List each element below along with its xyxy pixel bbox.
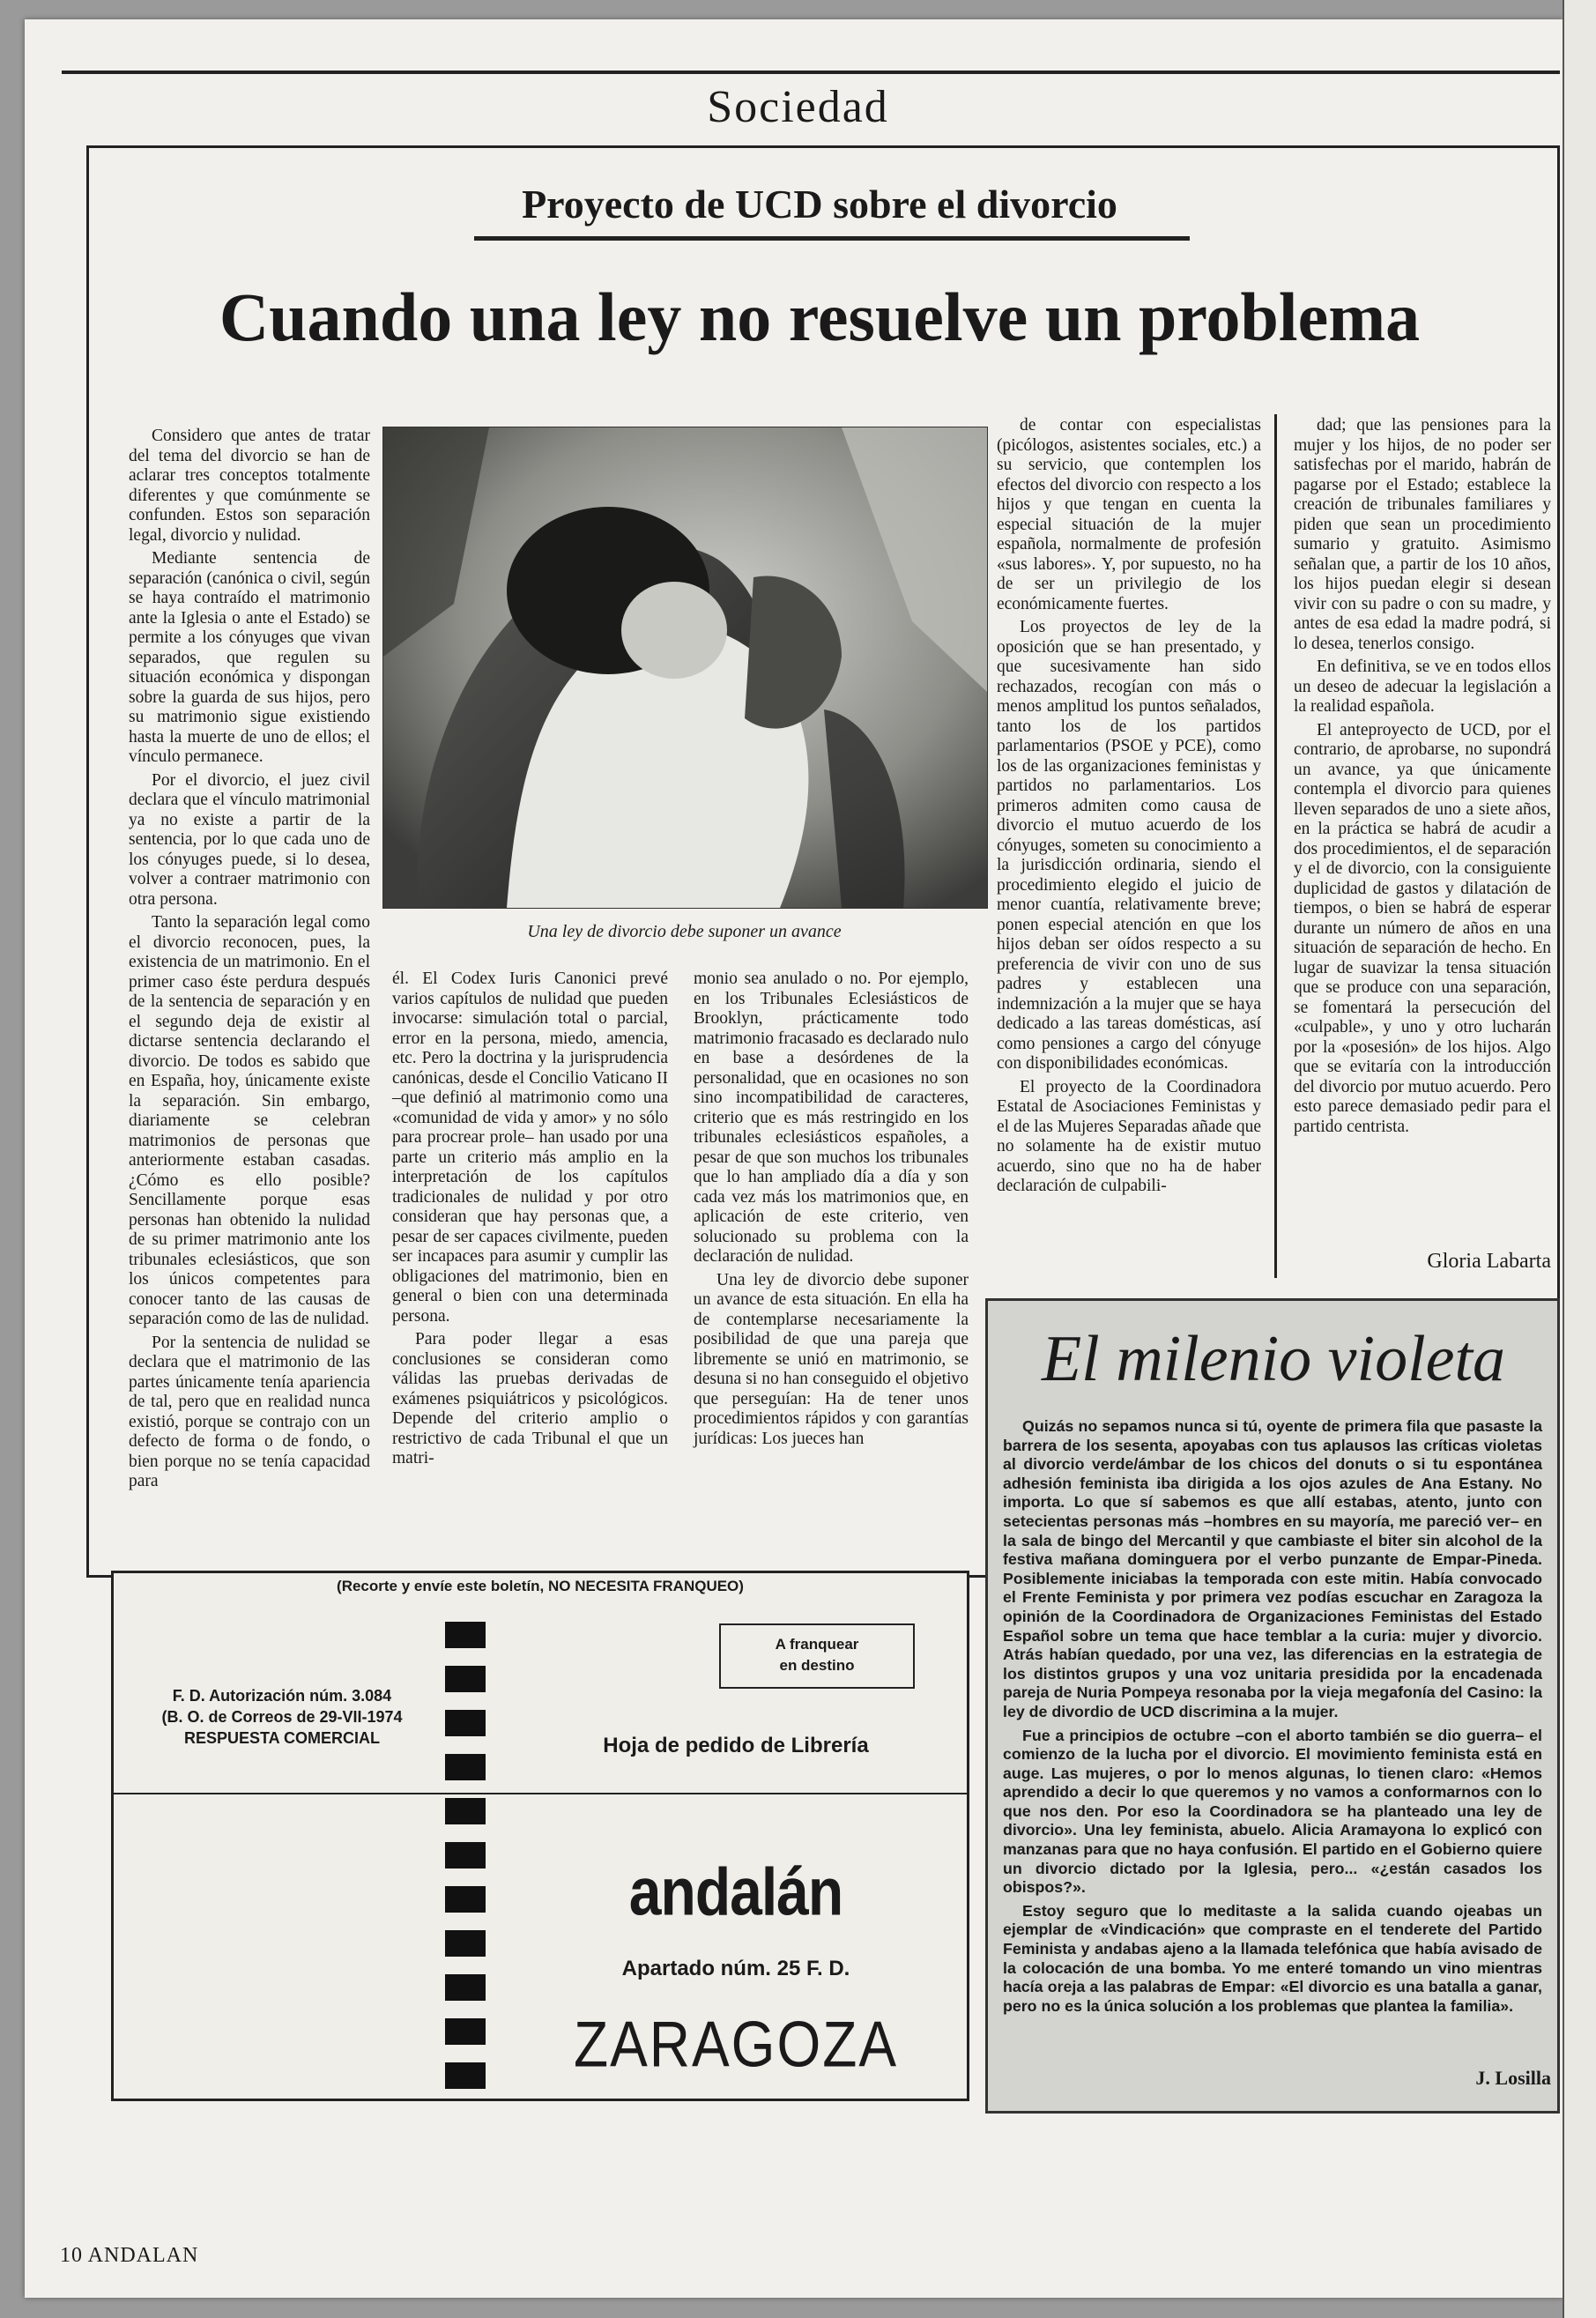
paragraph: monio sea anulado o no. Por ejemplo, en los Tribunales Eclesiásticos de Brooklyn, prácticamente todo matrimonio fracasado es declarado nulo en base a desórdenes de la personalidad, que en ocasiones no son sino incompatibilidad de caracteres, criterio que es más restringido en los tribunales eclesiásticos españoles, a pesar de que son muchos los tribunales que lo han ampliado día a día y son cada vez más los matrimonios que, en aplicación de este criterio, ven solucionado su problema con la declaración de nulidad. [694, 970, 969, 1266]
paragraph: Quizás no sepamos nunca si tú, oyente de primera fila que pasaste la barrera de los sesenta, apoyabas con tus aplausos las críticas violetas al divorcio verde/ámbar de los chicos del donuts o si tu espontánea adhesión feminista iba dirigida a los ojos azules de Ana Estany. No importa. Lo que sí sabemos es que allí estabas, atento, junto con setecientas personas más –hombres en su mayoría, me pareció ver– en la sala de bingo del Mercantil y que cambiaste el biter sin alcohol de la festiva mañana dominguera por el verbo punzante de Empar-Pineda. Posiblemente iniciabas la temporada con este mitin. Había convocado el Frente Feminista y por primera vez podías escuchar en Zaragoza la opinión de la Coordinadora de Organizaciones Feministas del Estado Español sobre un tema que hace temblar a la curia: mujer y divorcio. Atrás habían quedado, por una vez, las diferencias en la estrategia de los distintos grupos y una voz unitaria presidida por la encadenada pareja de Nuria Pompeya resonaba por la vieja megafonía del Casino: la ley de divordio de UCD discrimina a la mujer. [1003, 1417, 1542, 1720]
stamp-line: A franquear [775, 1636, 859, 1653]
cut-mark [445, 2018, 486, 2045]
article-column-2 [392, 970, 668, 1473]
article-column-3 [694, 970, 969, 1452]
auth-line: (B. O. de Correos de 29-VII-1974 [161, 1708, 403, 1726]
sidebar-author: J. Losilla [1475, 2067, 1551, 2089]
article-headline: Cuando una ley no resuelve un problema [219, 279, 1421, 355]
article-author: Gloria Labarta [1427, 1250, 1551, 1273]
auth-line: F. D. Autorización núm. 3.084 [172, 1687, 392, 1705]
stamp-line: en destino [779, 1657, 855, 1674]
paragraph: Por la sentencia de nulidad se declara que el matrimonio de las partes únicamente tenía apariencia de tal, pero que en realidad nunca existió, porque se contrajo con un defecto de forma o de fondo, o bien porque no se tenía capacidad para [129, 1333, 370, 1490]
paragraph: de contar con especialistas (picólogos, asistentes sociales, etc.) a su servicio, que contemplen los efectos del divorcio con respecto a los hijos y que tengan en cuenta la especial situación de la mujer española, normalmente de profesión «sus labores». Y, por supuesto, no ha de ser un privilegio de los económicamente fuertes. [997, 416, 1261, 613]
paragraph: Para poder llegar a esas conclusiones se consideran como válidas las pruebas derivadas de exámenes psiquiátricos y psicológicos. Depende del criterio amplio o restrictivo de cada Tribunal el que un matri- [392, 1330, 668, 1467]
auth-line: RESPUESTA COMERCIAL [183, 1729, 380, 1747]
paragraph: El anteproyecto de UCD, por el contrario, de aprobarse, no supondrá un avance, ya que únicamente contempla el divorcio para quienes lleven separados de uno a siete años, en la práctica se habrá de acudir a dos procedimientos, el de separación y el de divorcio, con la consiguiente duplicidad de gastos y dilatación de tiempos, o bien se habrá de esperar durante un número de años en una situación de separación de hecho. En lugar de suavizar la tensa situación que se produce con una separación, se fomentará la persecución del «culpable», y uno y otro lucharán por la «posesión» de los hijos. Algo que se evitaría con la introducción del divorcio por mutuo acuerdo. Pero esto parece demasiado pedir para el partido centrista. [1294, 720, 1551, 1136]
postal-authorization [132, 1685, 432, 1749]
cut-mark [445, 1798, 486, 1824]
order-title: Hoja de pedido de Librería [603, 1734, 869, 1757]
top-rule [62, 71, 1560, 74]
article-column-5 [1294, 416, 1551, 1140]
column-rule [1274, 414, 1277, 1278]
coupon-divider [114, 1793, 967, 1794]
paragraph: Por el divorcio, el juez civil declara que el vínculo matrimonial ya no existe a partir de la sentencia, por lo que cada uno de los cónyuges puede, si lo desea, volver a contraer matrimonio con otra persona. [129, 770, 370, 909]
paragraph: Los proyectos de ley de la oposición que se han presentado, y que sucesivamente han sido rechazados, recogían con más o menos amplitud los puntos señalados, tanto los de los partidos parlamentarios (PSOE y PCE), como los de las organizaciones feministas y partidos no parlamentarios. Los primeros admiten como causa de divorcio el mutuo acuerdo de los cónyuges, someten su conocimiento a la jurisdicción ordinaria, siendo el procedimiento elegido el juicio de menor cuantía, relativamente breve; ponen especial atención en que los hijos deban ser oídos respecto a su preferencia de vivir con uno de sus padres y establecen una indemnización a la mujer que se haya dedicado a las tareas domésticas, así como pensiones a cargo del cónyuge con disponibilidades económicas. [997, 618, 1261, 1073]
article-photo [382, 427, 988, 909]
paragraph: él. El Codex Iuris Canonici prevé varios capítulos de nulidad que pueden invocarse: simulación total o parcial, error en la persona, miedo, amencia, etc. Pero la doctrina y la jurisprudencia canónicas, desde el Concilio Vaticano II –que definió al matrimonio como una «comunidad de vida y amor» y no sólo para procrear prole– han usado por una parte un criterio más amplio en la interpretación de los capítulos tradicionales de nulidad y por otro consideran que hay personas que, a pesar de ser capaces civilmente, pueden ser incapaces para asumir y cumplir las obligaciones del matrimonio, bien en general o bien con una determinada persona. [392, 970, 668, 1326]
mailing-city: ZARAGOZA [573, 2007, 899, 2081]
cut-mark [445, 2062, 486, 2089]
page-footer: 10 ANDALAN [60, 2244, 199, 2267]
paragraph: El proyecto de la Coordinadora Estatal de Asociaciones Feministas y el de las Mujeres Separadas añade que no solamente ha de existir mutuo acuerdo, sino que no ha de haber declaración de culpabili- [997, 1077, 1261, 1195]
cut-mark [445, 1886, 486, 1913]
paragraph: En definitiva, se ve en todos ellos un deseo de adecuar la legislación a la realidad española. [1294, 658, 1551, 716]
cut-mark [445, 1666, 486, 1692]
sidebar-title: El milenio violeta [1041, 1323, 1506, 1395]
paragraph: dad; que las pensiones para la mujer y los hijos, de no poder ser satisfechas por el marido, habrán de pagarse por el Estado; establece la creación de tribunales familiares y piden que sean un procedimiento sumario y gratuito. Asimismo señalan que, a partir de los 10 años, los hijos puedan elegir si desean vivir con su padre o con su madre, y antes de esa edad la madre podrá, si lo desea, tenerlos consigo. [1294, 416, 1551, 653]
sidebar-text [1003, 1417, 1542, 2020]
cut-mark [445, 1622, 486, 1648]
kicker-underline [474, 236, 1190, 241]
paragraph: Considero que antes de tratar del tema del divorcio se han de aclarar tres conceptos totalmente diferentes y que comúnmente se confunden. Estos son separación legal, divorcio y nulidad. [129, 427, 370, 545]
andalan-logo: andalán [628, 1854, 843, 1929]
cut-line [445, 1622, 486, 2106]
photo-caption: Una ley de divorcio debe suponer un avance [527, 922, 842, 941]
cut-mark [445, 1930, 486, 1957]
stamp-box [719, 1623, 915, 1689]
coupon-header: (Recorte y envíe este boletín, NO NECESITA FRANQUEO) [337, 1578, 744, 1594]
article-kicker: Proyecto de UCD sobre el divorcio [522, 182, 1117, 227]
section-title: Sociedad [707, 82, 889, 132]
mailing-address: Apartado núm. 25 F. D. [621, 1957, 850, 1980]
cut-mark [445, 1710, 486, 1736]
cut-mark [445, 1842, 486, 1869]
paragraph: Tanto la separación legal como el divorcio reconocen, pues, la existencia de un matrimonio. En el primer caso éste perdura después de la sentencia de separación y en el segundo deja de existir al dictarse sentencia declarando el divorcio. De todos es sabido que en España, hoy, únicamente existe la separación. Sin embargo, diariamente se celebran matrimonios de personas que anteriormente estaban casadas. ¿Cómo es ello posible? Sencillamente porque esas personas han obtenido la nulidad de su primer matrimonio ante los tribunales eclesiásticos, que son los únicos competentes para conocer tanto de las causas de separación como de las de nulidad. [129, 913, 370, 1328]
next-page-edge [1563, 0, 1596, 2318]
article-column-4 [997, 416, 1261, 1200]
paragraph: Una ley de divorcio debe suponer un avance de esta situación. En ella ha de contemplarse necesariamente la posibilidad de que una pareja que libremente se unió en matrimonio, se desuna si no han conseguido el objetivo que perseguían: Ha de tener unos procedimientos rápidos y con garantías jurídicas: Los jueces han [694, 1270, 969, 1448]
paragraph: Mediante sentencia de separación (canónica o civil, según se haya contraído el matrimonio ante la Iglesia o ante el Estado) se permite a los cónyuges que vivan separados, que regulen su situación económica y dispongan sobre la guarda de sus hijos, pero su matrimonio sigue existiendo hasta la muerte de uno de ellos; el vínculo permanece. [129, 549, 370, 766]
cut-mark [445, 1974, 486, 2001]
paragraph: Fue a principios de octubre –con el aborto también se dio guerra– el comienzo de la lucha por el divorcio. El movimiento feminista está en auge. Las mujeres, o por lo menos algunas, lo tienen claro: «Hemos aprendido a decir lo que queremos y no vamos a conformarnos con lo que nos den. Por eso la Coordinadora se ha planteado una ley de divorcio». Una ley feminista, abuelo. Alicia Aramayona lo explicó con manzanas para que no haya confusión. El partido en el Gobierno quiere un divorcio dictado por la Iglesia, pero... «¿están casados los obispos?». [1003, 1726, 1542, 1897]
couple-embrace-image [383, 427, 987, 908]
paragraph: Estoy seguro que lo meditaste a la salida cuando ojeabas un ejemplar de «Vindicación» que compraste en el tenderete del Partido Feminista y andabas ajeno a la llamada telefónica que había avisado de la colocación de una bomba. Yo me enteré tomando un vino mientras hacía oreja a las palabras de Empar: «El divorcio es una batalla a ganar, pero no es la única solución a los problemas que plantea la familia». [1003, 1901, 1542, 2015]
article-column-1 [129, 427, 370, 1496]
cut-mark [445, 1754, 486, 1780]
